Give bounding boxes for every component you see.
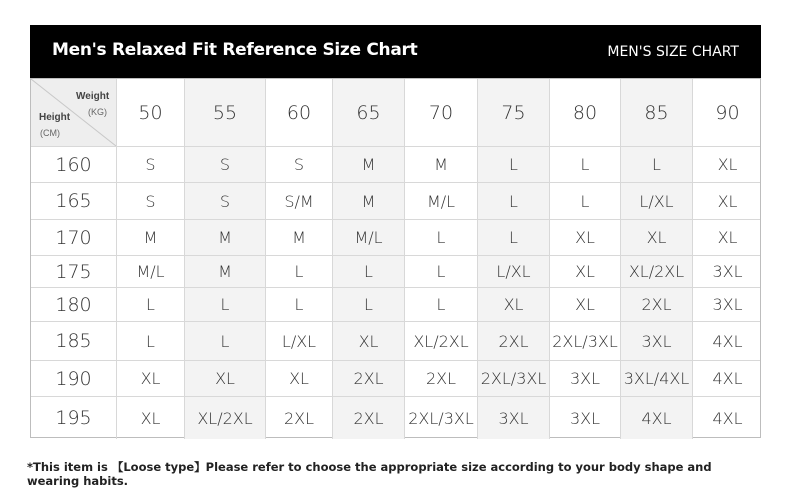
size-cell: M [332, 147, 404, 182]
size-cell: L [549, 147, 620, 182]
weight-header-cell: 80 [549, 79, 620, 146]
height-cell: 190 [55, 367, 92, 390]
weight-header-cell: 85 [620, 79, 692, 146]
size-cell: 2XL [332, 361, 404, 396]
weight-header-cell: 50 [116, 79, 184, 146]
size-cell: XL/2XL [184, 397, 265, 439]
size-cell: 2XL [620, 288, 692, 321]
size-cell: L [184, 288, 265, 321]
size-cell: L [184, 322, 265, 360]
size-cell: 4XL [692, 322, 762, 360]
size-cell: M [404, 147, 477, 182]
size-cell: XL [477, 288, 549, 321]
footnote: *This item is 【Loose type】Please refer to choose the appropriate size according to your body shape and wearing habits. [27, 460, 712, 488]
size-cell: L [332, 288, 404, 321]
size-cell: L [477, 183, 549, 219]
size-cell: XL [549, 256, 620, 287]
weight-header-cell: 90 [692, 79, 762, 146]
size-cell: 3XL [620, 322, 692, 360]
size-cell: XL [692, 183, 762, 219]
size-cell: 4XL [692, 397, 762, 439]
chart-title: Men's Relaxed Fit Reference Size Chart [52, 40, 418, 60]
size-cell: S/M [265, 183, 332, 219]
size-cell: L [404, 220, 477, 255]
size-cell: XL [692, 147, 762, 182]
height-cell: 185 [55, 330, 92, 352]
size-cell: S [116, 147, 184, 182]
height-cell: 165 [55, 190, 92, 212]
table-row [31, 146, 760, 182]
chart-subtitle: MEN'S SIZE CHART [607, 44, 739, 60]
size-cell: L [265, 256, 332, 287]
size-cell: XL [265, 361, 332, 396]
size-cell: S [184, 147, 265, 182]
table-row [31, 182, 760, 219]
size-cell: M/L [404, 183, 477, 219]
table-row [31, 287, 760, 321]
size-cell: 4XL [692, 361, 762, 396]
table-row [31, 321, 760, 360]
size-cell: L [404, 288, 477, 321]
size-cell: 4XL [620, 397, 692, 439]
size-cell: 2XL [265, 397, 332, 439]
weight-header-cell: 70 [404, 79, 477, 146]
size-cell: L [116, 288, 184, 321]
height-unit: (CM) [40, 128, 60, 138]
chart-header [30, 25, 761, 78]
height-cell: 180 [55, 293, 92, 316]
size-cell: L [404, 256, 477, 287]
size-cell: XL [116, 397, 184, 439]
size-cell: XL [184, 361, 265, 396]
table-row [31, 255, 760, 287]
weight-header-cell: 55 [184, 79, 265, 146]
size-cell: XL [620, 220, 692, 255]
size-cell: M [265, 220, 332, 255]
size-cell: M/L [332, 220, 404, 255]
size-cell: L/XL [620, 183, 692, 219]
size-cell: 2XL [332, 397, 404, 439]
height-label: Height [39, 112, 71, 123]
size-cell: L [477, 220, 549, 255]
weight-label: Weight [76, 91, 110, 102]
size-cell: L/XL [265, 322, 332, 360]
size-cell: 3XL [692, 256, 762, 287]
weight-header-cell: 60 [265, 79, 332, 146]
size-cell: XL [692, 220, 762, 255]
size-cell: L [549, 183, 620, 219]
size-cell: S [265, 147, 332, 182]
size-cell: 3XL [549, 361, 620, 396]
height-cell: 160 [55, 153, 92, 176]
size-cell: XL [332, 322, 404, 360]
size-cell: 3XL [549, 397, 620, 439]
height-cell: 170 [55, 226, 92, 249]
weight-header-cell: 75 [477, 79, 549, 146]
table-row [31, 360, 760, 396]
size-cell: L [116, 322, 184, 360]
height-cell: 195 [55, 407, 92, 429]
size-cell: 2XL/3XL [549, 322, 620, 360]
size-cell: S [116, 183, 184, 219]
weight-header-row [31, 79, 760, 146]
size-cell: 2XL [477, 322, 549, 360]
size-cell: 3XL [477, 397, 549, 439]
size-cell: M [116, 220, 184, 255]
size-cell: 2XL/3XL [404, 397, 477, 439]
weight-unit: (KG) [88, 107, 107, 117]
size-cell: M/L [116, 256, 184, 287]
size-cell: 2XL [404, 361, 477, 396]
height-cell: 175 [55, 260, 92, 283]
size-cell: M [332, 183, 404, 219]
table-row [31, 219, 760, 255]
table-row [31, 396, 760, 439]
size-cell: M [184, 256, 265, 287]
size-cell: XL/2XL [404, 322, 477, 360]
size-cell: M [184, 220, 265, 255]
size-cell: XL [116, 361, 184, 396]
size-cell: L [620, 147, 692, 182]
weight-header-cell: 65 [332, 79, 404, 146]
size-cell: XL/2XL [620, 256, 692, 287]
size-cell: XL [549, 288, 620, 321]
size-cell: L/XL [477, 256, 549, 287]
size-cell: L [477, 147, 549, 182]
size-cell: XL [549, 220, 620, 255]
size-cell: L [265, 288, 332, 321]
size-cell: 3XL [692, 288, 762, 321]
size-cell: L [332, 256, 404, 287]
size-table [30, 78, 761, 438]
size-cell: 2XL/3XL [477, 361, 549, 396]
size-cell: 3XL/4XL [620, 361, 692, 396]
size-cell: S [184, 183, 265, 219]
